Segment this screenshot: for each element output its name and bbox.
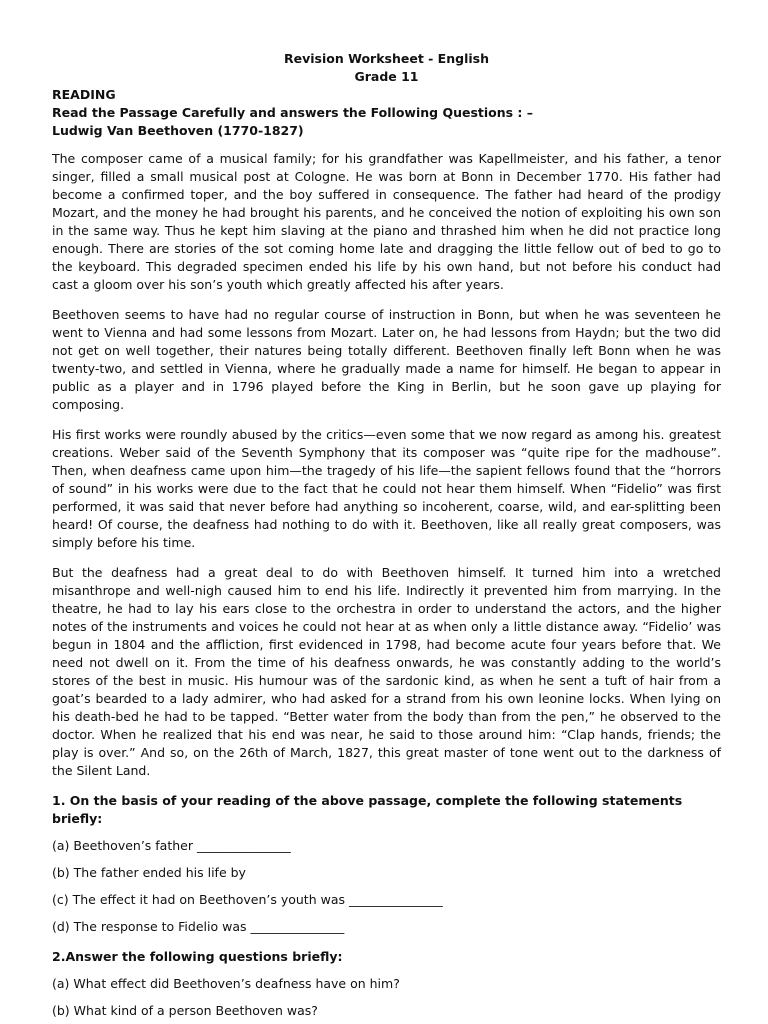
question-1-title: 1. On the basis of your reading of the above passage, complete the following statements briefly: bbox=[52, 793, 683, 826]
passage-paragraph-3: His first works were roundly abused by the critics—even some that we now regard as among his. greatest creations. Weber said of the Seventh Symphony that its composer was “quite ripe for the madhouse”. Then, when deafness came upon him—the tragedy of his life—the sapient fellows found that the “horrors of sound” in his works were due to the fact that he could not hear them himself. When “Fidelio” was first performed, it was said that never before had anything so incoherent, coarse, wild, and ear-splitting been heard! Of course, the deafness had nothing to do with it. Beethoven, like all really great composers, was simply before his time. bbox=[52, 427, 721, 550]
question-1d: (d) The response to Fidelio was _______________ bbox=[52, 919, 345, 934]
section-label: READING bbox=[52, 87, 116, 102]
passage-paragraph-2: Beethoven seems to have had no regular course of instruction in Bonn, but when he was seventeen he went to Vienna and had some lessons from Mozart. Later on, he had lessons from Haydn; but the two did not get on well together, their natures being totally different. Beethoven finally left Bonn when he was twenty-two, and settled in Vienna, where he gradually made a name for himself. He began to appear in public as a player and in 1796 played before the King in Berlin, but he soon gave up playing for composing. bbox=[52, 307, 721, 412]
worksheet-title: Revision Worksheet - English bbox=[284, 51, 489, 66]
question-2b: (b) What kind of a person Beethoven was? bbox=[52, 1003, 318, 1018]
question-1b: (b) The father ended his life by bbox=[52, 865, 246, 880]
question-2-title: 2.Answer the following questions briefly: bbox=[52, 949, 343, 964]
passage-paragraph-1: The composer came of a musical family; for his grandfather was Kapellmeister, and his father, a tenor singer, filled a small musical post at Cologne. He was born at Bonn in December 1770. His father had become a confirmed toper, and the boy suffered in consequence. The father had heard of the prodigy Mozart, and the money he had brought his parents, and he conceived the notion of exploiting his own son in the same way. Thus he kept him slaving at the piano and thrashed him when he did not practice long enough. There are stories of the sot coming home late and dragging the little fellow out of bed to go to the keyboard. This degraded specimen ended his life by his own hand, but not before his conduct had cast a gloom over his son’s youth which greatly affected his after years. bbox=[52, 151, 721, 292]
instruction: Read the Passage Carefully and answers the Following Questions : – bbox=[52, 105, 534, 120]
question-2a: (a) What effect did Beethoven’s deafness have on him? bbox=[52, 976, 400, 991]
passage-title: Ludwig Van Beethoven (1770-1827) bbox=[52, 123, 304, 138]
question-1a: (a) Beethoven’s father _______________ bbox=[52, 838, 291, 853]
question-1c: (c) The effect it had on Beethoven’s youth was _______________ bbox=[52, 892, 443, 907]
grade-label: Grade 11 bbox=[354, 69, 419, 84]
passage-paragraph-4: But the deafness had a great deal to do with Beethoven himself. It turned him into a wretched misanthrope and well-nigh caused him to end his life. Indirectly it prevented him from marrying. In the theatre, he had to lay his ears close to the orchestra in order to understand the actors, and the higher notes of the instruments and voices he could not hear at as when only a little distance away. “Fidelio’ was begun in 1804 and the affliction, first evidenced in 1798, had become acute four years before that. We need not dwell on it. From the time of his deafness onwards, he was constantly adding to the world’s stores of the best in music. His humour was of the sardonic kind, as when he sent a tuft of hair from a goat’s bearded to a lady admirer, who had asked for a strand from his own leonine locks. When lying on his death-bed he had to be tapped. “Better water from the body than from the pen,” he observed to the doctor. When he realized that his end was near, he said to those around him: “Clap hands, friends; the play is over.” And so, on the 26th of March, 1827, this great master of tone went out to the darkness of the Silent Land. bbox=[52, 565, 721, 778]
